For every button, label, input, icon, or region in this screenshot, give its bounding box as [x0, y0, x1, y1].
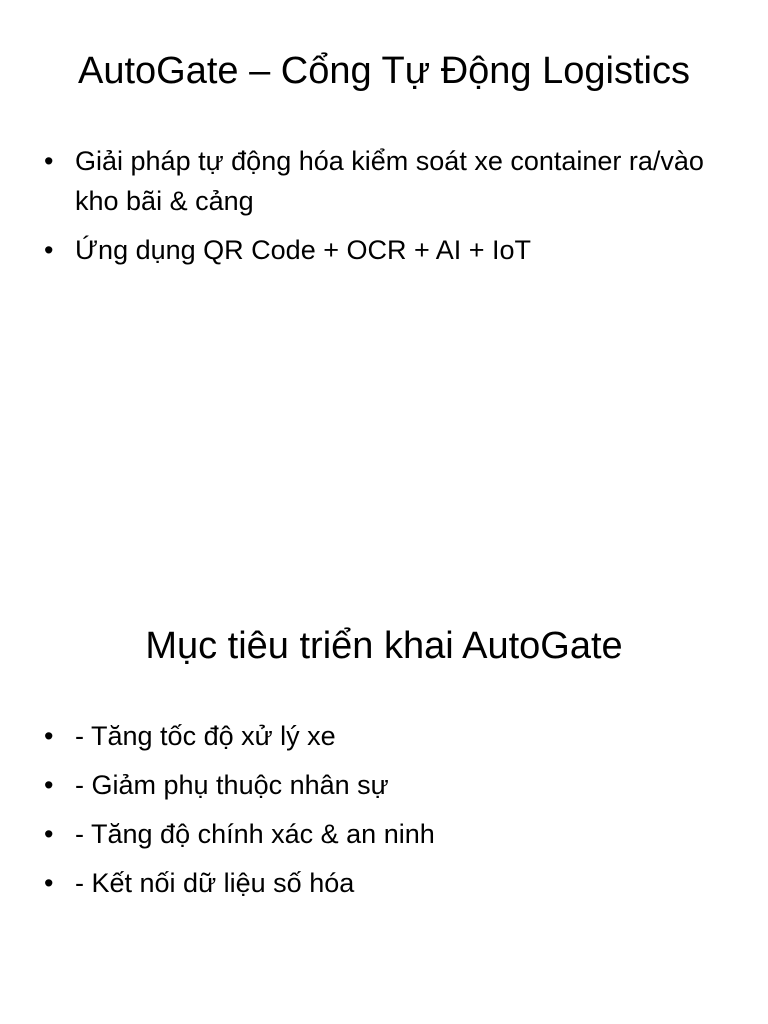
- list-item: [44, 230, 724, 270]
- bullet-text: - Giảm phụ thuộc nhân sự: [75, 770, 389, 800]
- bullet-text: Giải pháp tự động hóa kiểm soát xe container ra/vào kho bãi & cảng: [75, 146, 704, 216]
- slide-title: Mục tiêu triển khai AutoGate: [145, 625, 623, 667]
- bullet-icon: •: [44, 146, 54, 176]
- list-item: [44, 863, 724, 903]
- slide-title: AutoGate – Cổng Tự Động Logistics: [78, 50, 690, 92]
- bullet-text: Ứng dụng QR Code + OCR + AI + IoT: [75, 235, 532, 265]
- bullet-icon: •: [44, 770, 54, 800]
- list-item: [44, 716, 724, 756]
- bullet-icon: •: [44, 721, 54, 751]
- list-item: [44, 141, 724, 221]
- bullet-text: - Kết nối dữ liệu số hóa: [75, 868, 355, 898]
- bullet-list: [44, 716, 724, 912]
- list-item: [44, 765, 724, 805]
- bullet-icon: •: [44, 819, 54, 849]
- slide-autogate-objectives: [0, 512, 768, 1024]
- bullet-text: - Tăng độ chính xác & an ninh: [75, 819, 435, 849]
- bullet-list: [44, 141, 724, 279]
- bullet-icon: •: [44, 235, 54, 265]
- list-item: [44, 814, 724, 854]
- bullet-icon: •: [44, 868, 54, 898]
- bullet-text: - Tăng tốc độ xử lý xe: [75, 721, 336, 751]
